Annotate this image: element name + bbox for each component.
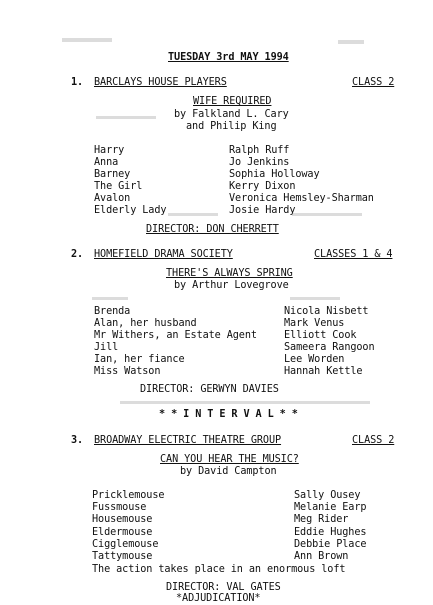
play-title: THERE'S ALWAYS SPRING xyxy=(166,268,293,279)
play-author: by Falkland L. Cary xyxy=(174,109,289,120)
cast-actor: Lee Worden xyxy=(284,354,345,365)
cast-role: Fussmouse xyxy=(92,502,147,513)
cast-actor: Melanie Earp xyxy=(294,502,367,513)
play-author-cont: and Philip King xyxy=(186,121,277,132)
class-label: CLASSES 1 & 4 xyxy=(314,249,393,260)
cast-actor: Meg Rider xyxy=(294,514,349,525)
bleed-through-mark xyxy=(292,213,362,216)
cast-actor: Kerry Dixon xyxy=(229,181,296,192)
cast-role: Eldermouse xyxy=(92,527,153,538)
adjudication-label: *ADJUDICATION* xyxy=(176,593,261,604)
cast-actor: Veronica Hemsley-Sharman xyxy=(229,193,374,204)
class-label: CLASS 2 xyxy=(352,435,395,446)
company-name: HOMEFIELD DRAMA SOCIETY xyxy=(94,249,233,260)
bleed-through-mark xyxy=(62,38,112,42)
bleed-through-mark xyxy=(120,401,370,404)
cast-role: Ian, her fiance xyxy=(94,354,185,365)
entry-number: 3. xyxy=(71,435,84,446)
bleed-through-mark xyxy=(168,213,218,216)
cast-role: Alan, her husband xyxy=(94,318,197,329)
cast-role: Brenda xyxy=(94,306,131,317)
company-name: BROADWAY ELECTRIC THEATRE GROUP xyxy=(94,435,282,446)
cast-role: Pricklemouse xyxy=(92,490,165,501)
cast-actor: Nicola Nisbett xyxy=(284,306,369,317)
cast-role: Mr Withers, an Estate Agent xyxy=(94,330,257,341)
setting-note: The action takes place in an enormous loft xyxy=(92,564,346,575)
entry-number: 1. xyxy=(71,77,84,88)
cast-actor: Eddie Hughes xyxy=(294,527,367,538)
cast-actor: Sophia Holloway xyxy=(229,169,320,180)
bleed-through-mark xyxy=(96,116,156,119)
bleed-through-mark xyxy=(92,297,128,300)
interval-banner: * * I N T E R V A L * * xyxy=(159,409,298,420)
play-title: CAN YOU HEAR THE MUSIC? xyxy=(160,454,299,465)
cast-actor: Elliott Cook xyxy=(284,330,357,341)
cast-role: Tattymouse xyxy=(92,551,153,562)
play-author: by Arthur Lovegrove xyxy=(174,280,289,291)
cast-role: Cigglemouse xyxy=(92,539,159,550)
entry-number: 2. xyxy=(71,249,84,260)
cast-actor: Ralph Ruff xyxy=(229,145,290,156)
bleed-through-mark xyxy=(290,297,340,300)
play-title: WIFE REQUIRED xyxy=(193,96,272,107)
director-line: DIRECTOR: VAL GATES xyxy=(166,582,281,593)
cast-actor: Ann Brown xyxy=(294,551,349,562)
director-line: DIRECTOR: GERWYN DAVIES xyxy=(140,384,279,395)
cast-role: Avalon xyxy=(94,193,131,204)
cast-role: Anna xyxy=(94,157,119,168)
cast-actor: Jo Jenkins xyxy=(229,157,290,168)
cast-role: Miss Watson xyxy=(94,366,161,377)
cast-role: Elderly Lady xyxy=(94,205,167,216)
play-author: by David Campton xyxy=(180,466,277,477)
bleed-through-mark xyxy=(338,40,364,44)
cast-role: Harry xyxy=(94,145,125,156)
class-label: CLASS 2 xyxy=(352,77,395,88)
director-line: DIRECTOR: DON CHERRETT xyxy=(146,224,279,235)
cast-actor: Mark Venus xyxy=(284,318,345,329)
cast-actor: Hannah Kettle xyxy=(284,366,363,377)
cast-actor: Debbie Place xyxy=(294,539,367,550)
cast-actor: Josie Hardy xyxy=(229,205,296,216)
cast-role: Jill xyxy=(94,342,119,353)
cast-role: Housemouse xyxy=(92,514,153,525)
date-heading: TUESDAY 3rd MAY 1994 xyxy=(168,52,289,63)
cast-actor: Sally Ousey xyxy=(294,490,361,501)
cast-actor: Sameera Rangoon xyxy=(284,342,375,353)
cast-role: The Girl xyxy=(94,181,143,192)
cast-role: Barney xyxy=(94,169,131,180)
company-name: BARCLAYS HOUSE PLAYERS xyxy=(94,77,227,88)
